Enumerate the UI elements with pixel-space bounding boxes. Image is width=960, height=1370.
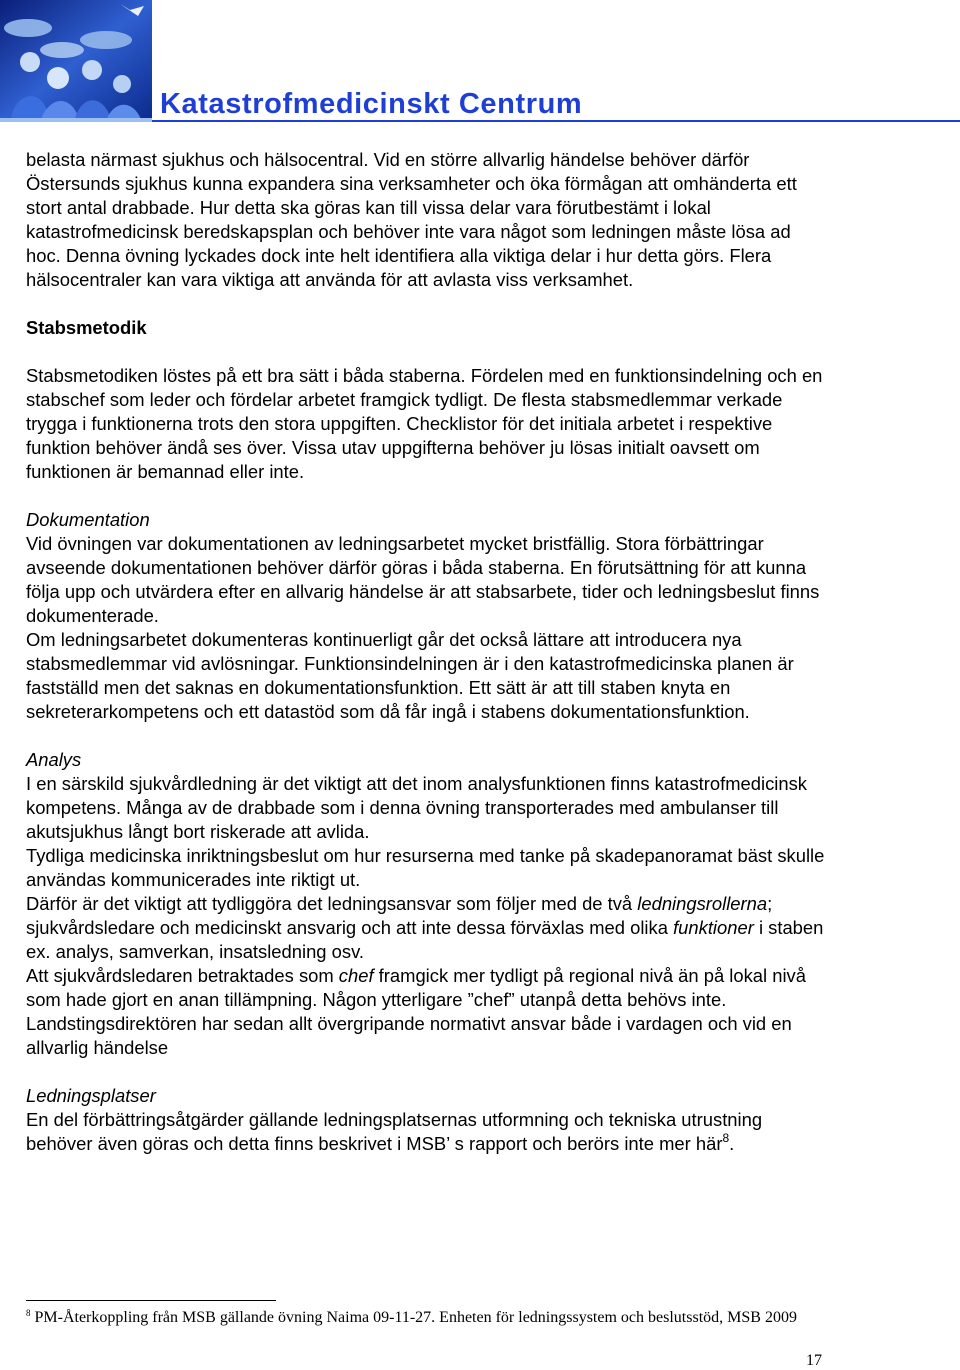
emphasis: chef xyxy=(338,965,374,986)
dokumentation-paragraph-2: Om ledningsarbetet dokumenteras kontinuerligt går det också lättare att introducera nya stabsmedlemmar vid avlösningar. Funktionsindelningen är i den katastrofmedicinska planen är fastställd men det saknas en dokumentationsfunktion. Ett sätt är att till staben knyta en sekreterarkompetens och ett datastöd som då får ingå i stabens dokumentationsfunktion. xyxy=(26,629,794,722)
ledningsplatser-paragraph xyxy=(26,1108,826,1156)
text-span: Att sjukvårdsledaren betraktades som xyxy=(26,965,339,986)
analys-paragraph-3 xyxy=(26,892,826,964)
text-span: i staben ex. analys, samverkan, insatsledning osv. xyxy=(26,917,824,962)
text-span: . xyxy=(729,1133,735,1154)
emphasis: ledningsrollerna xyxy=(637,893,768,914)
page-number: 17 xyxy=(806,1352,822,1369)
footnote xyxy=(26,1308,846,1328)
footnote-text: PM-Återkoppling från MSB gällande övning Naima 09-11-27. Enheten för ledningssystem och beslutsstöd, MSB 2009 xyxy=(30,1309,797,1326)
text-span: ; sjukvårdsledare och medicinskt ansvarig och att inte dessa förväxlas med olika xyxy=(26,893,773,938)
intro-paragraph: belasta närmast sjukhus och hälsocentral. Vid en större allvarlig händelse behöver därför Östersunds sjukhus kunna expandera sina verksamheter och öka förmågan att omhänderta ett stort antal drabbade. Hur detta ska göras kan till vissa delar vara förutbestämt i lokal katastrofmedicinsk beredskapsplan och behöver inte vara något som ledningen måste lösa ad hoc. Denna övning lyckades dock inte helt identifiera alla viktiga delar i hur detta görs. Flera hälsocentraler kan vara viktiga att använda för att avlasta viss verksamhet. xyxy=(26,149,797,290)
org-name: Katastrofmedicinskt Centrum xyxy=(160,88,583,120)
analys-heading: Analys xyxy=(26,749,82,770)
emphasis: funktioner xyxy=(673,917,754,938)
medical-team-photo-icon xyxy=(0,0,152,122)
footnote-marker: 8 xyxy=(26,1308,31,1318)
analys-paragraph-4 xyxy=(26,964,826,1060)
dokumentation-heading: Dokumentation xyxy=(26,509,150,530)
ledningsplatser-heading: Ledningsplatser xyxy=(26,1085,156,1106)
analys-paragraph-2: Tydliga medicinska inriktningsbeslut om hur resurserna med tanke på skadepanoramat bäst skulle användas kommunicerades inte riktigt ut. xyxy=(26,845,825,890)
dokumentation-paragraph-1: Vid övningen var dokumentationen av ledningsarbetet mycket bristfällig. Stora förbättringar avseende dokumentationen behöver därför göras i båda staberna. En förutsättning för att kunna följa upp och utvärdera efter en allvarig händelse är att stabsarbete, tider och ledningsbeslut finns dokumenterade. xyxy=(26,533,820,626)
header-rule xyxy=(152,120,960,122)
analys-paragraph-1: I en särskild sjukvårdledning är det viktigt att det inom analysfunktionen finns katastrofmedicinsk kompetens. Många av de drabbade som i denna övning transporterades med ambulanser till akutsjukhus långt bort riskerade att avlida. xyxy=(26,773,807,842)
text-span: En del förbättringsåtgärder gällande ledningsplatsernas utformning och tekniska utrustning behöver även göras och detta finns beskrivet i MSB’ s rapport och berörs inte mer här xyxy=(26,1109,763,1154)
stabsmetodik-heading: Stabsmetodik xyxy=(26,317,147,338)
text-span: framgick mer tydligt på regional nivå än på lokal nivå som hade gjort en anan tillämpning. Någon ytterligare ”chef” utanpå detta behövs inte. Landstingsdirektören har sedan allt övergripande normativt ansvar både i vardagen och vid en allvarlig händelse xyxy=(26,965,806,1058)
stabsmetodik-paragraph: Stabsmetodiken löstes på ett bra sätt i båda staberna. Fördelen med en funktionsindelning och en stabschef som leder och fördelar arbetet framgick tydligt. De flesta stabsmedlemmar verkade trygga i funktionerna trots den stora uppgiften. Checklistor för det initiala arbetet i respektive funktion behöver ändå ses över. Vissa utav uppgifterna behöver ju lösas initialt oavsett om funktionen är bemannad eller inte. xyxy=(26,365,823,482)
page-header xyxy=(0,0,960,126)
footnote-separator xyxy=(26,1300,276,1301)
text-span: Därför är det viktigt att tydliggöra det ledningsansvar som följer med de två xyxy=(26,893,638,914)
page-body xyxy=(26,148,826,1156)
footnote-reference[interactable]: 8 xyxy=(722,1131,730,1145)
